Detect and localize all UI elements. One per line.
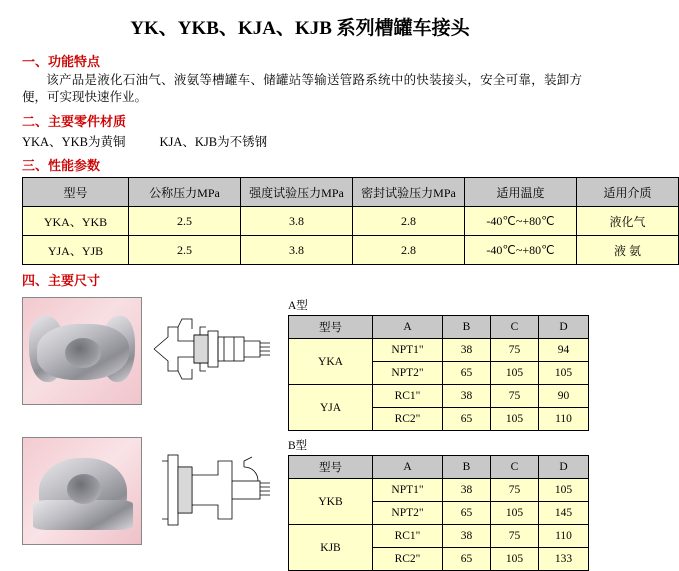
coupling-photo-a [22,297,142,405]
dim-a-cell-c: 105 [491,408,539,431]
dim-a-header-c: C [491,316,539,339]
perf-cell-nominal: 2.5 [129,207,241,236]
dim-b-cell-b: 38 [443,525,491,548]
dim-b-cell-b: 38 [443,479,491,502]
dimension-table-b-wrap [288,437,600,571]
dimensions-section [0,297,600,571]
dim-a-cell-c: 105 [491,362,539,385]
perf-cell-strength: 3.8 [241,207,353,236]
perf-cell-model: YJA、YJB [23,236,129,265]
performance-table [22,177,679,265]
perf-header-medium: 适用介质 [577,178,679,207]
coupling-drawing-a [148,297,276,403]
perf-cell-seal: 2.8 [353,236,465,265]
dim-b-cell-b: 65 [443,502,491,525]
dimension-label-a: A型 [288,300,308,312]
dim-b-cell-a: RC1" [373,525,443,548]
dim-b-cell-a: RC2" [373,548,443,571]
dim-a-cell-d: 110 [539,408,589,431]
dim-a-cell-c: 75 [491,385,539,408]
dim-a-cell-b: 38 [443,339,491,362]
table-row [289,525,589,548]
dim-b-cell-a: NPT2" [373,502,443,525]
features-text: 该产品是液化石油气、液氨等槽罐车、储罐站等输送管路系统中的快装接头，安全可靠，装卸方便，可实现快速作业。 [22,73,582,104]
perf-header-temperature: 适用温度 [465,178,577,207]
dim-a-model-yja: YJA [289,385,373,431]
dim-b-cell-c: 105 [491,548,539,571]
table-row [23,207,679,236]
perf-header-strength-pressure: 强度试验压力MPa [241,178,353,207]
perf-header-seal-pressure: 密封试验压力MPa [353,178,465,207]
perf-cell-temp: -40℃~+80℃ [465,236,577,265]
table-row [289,479,589,502]
features-paragraph [22,72,582,106]
dim-a-cell-d: 94 [539,339,589,362]
dim-a-cell-b: 65 [443,408,491,431]
perf-cell-temp: -40℃~+80℃ [465,207,577,236]
dim-b-cell-c: 105 [491,502,539,525]
photo-b-flange [33,500,133,530]
dim-b-header-model: 型号 [289,456,373,479]
dim-a-header-d: D [539,316,589,339]
dim-b-header-b: B [443,456,491,479]
perf-cell-nominal: 2.5 [129,236,241,265]
dim-b-cell-c: 75 [491,479,539,502]
section-heading-materials: 二、主要零件材质 [22,114,127,129]
table-row [289,385,589,408]
dim-b-cell-d: 145 [539,502,589,525]
table-row [289,339,589,362]
dim-a-cell-d: 105 [539,362,589,385]
dim-a-cell-a: NPT2" [373,362,443,385]
dim-b-cell-d: 110 [539,525,589,548]
dim-a-cell-b: 38 [443,385,491,408]
dim-b-cell-b: 65 [443,548,491,571]
dim-b-cell-d: 133 [539,548,589,571]
dim-a-cell-a: RC2" [373,408,443,431]
dimension-row-a [22,297,600,431]
dimension-table-a [288,315,589,431]
table-header-row [23,178,679,207]
dim-b-cell-d: 105 [539,479,589,502]
perf-cell-model: YKA、YKB [23,207,129,236]
dimension-table-a-wrap [288,297,600,431]
material-steel: KJA、KJB为不锈钢 [159,135,268,149]
dim-a-cell-c: 75 [491,339,539,362]
section-heading-performance: 三、性能参数 [22,158,101,173]
dim-b-model-kjb: KJB [289,525,373,571]
dim-b-header-c: C [491,456,539,479]
dim-a-cell-a: RC1" [373,385,443,408]
table-header-row [289,316,589,339]
dim-a-header-a: A [373,316,443,339]
dimension-label-b: B型 [288,440,308,452]
perf-cell-medium: 液化气 [577,207,679,236]
materials-line [22,132,600,150]
dimension-table-b [288,455,589,571]
section-heading-dimensions: 四、主要尺寸 [22,273,101,288]
dimension-row-b [22,437,600,571]
dim-b-header-a: A [373,456,443,479]
dim-b-header-d: D [539,456,589,479]
photo-a-bore [65,338,101,368]
dim-b-model-ykb: YKB [289,479,373,525]
dim-a-model-yka: YKA [289,339,373,385]
section-heading-features: 一、功能特点 [22,54,101,69]
perf-cell-medium: 液 氨 [577,236,679,265]
dim-a-header-model: 型号 [289,316,373,339]
dim-a-cell-d: 90 [539,385,589,408]
dim-a-header-b: B [443,316,491,339]
dim-b-cell-c: 75 [491,525,539,548]
dim-a-cell-a: NPT1" [373,339,443,362]
page-title: YK、YKB、KJA、KJB 系列槽罐车接头 [130,18,470,39]
material-brass: YKA、YKB为黄铜 [22,135,126,149]
perf-cell-strength: 3.8 [241,236,353,265]
photo-b-bore [67,474,101,504]
coupling-drawing-b [148,437,276,543]
dim-b-cell-a: NPT1" [373,479,443,502]
coupling-photo-b [22,437,142,545]
perf-cell-seal: 2.8 [353,207,465,236]
table-row [23,236,679,265]
table-header-row [289,456,589,479]
perf-header-model: 型号 [23,178,129,207]
dim-a-cell-b: 65 [443,362,491,385]
perf-header-nominal-pressure: 公称压力MPa [129,178,241,207]
